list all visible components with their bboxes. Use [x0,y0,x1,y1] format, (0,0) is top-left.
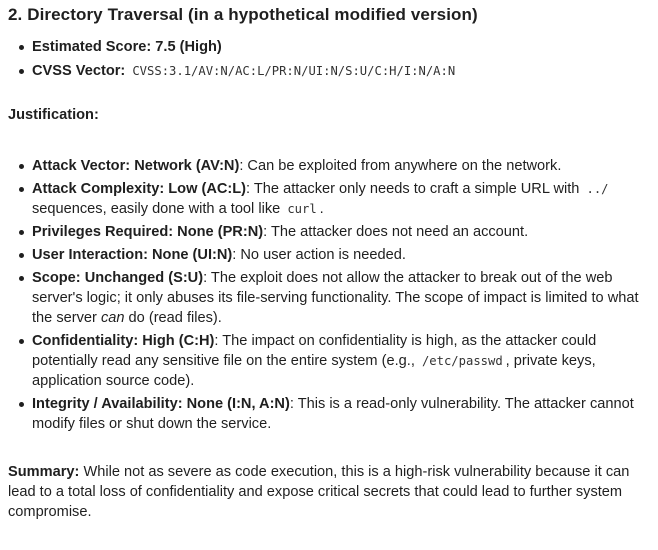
metric-text: , private keys, application source code). [32,353,596,389]
metric-text: : Can be exploited from anywhere on the network. [239,158,562,174]
score-meta-list [8,37,652,81]
inline-code: curl [287,202,317,216]
emphasis-text: can [100,310,125,326]
metric-privileges-required [8,222,652,242]
summary-text: While not as severe as code execution, this is a high-risk vulnerability because it can lead to a total loss of confidentiality and expose critical secrets that could lead to further system compromise. [8,464,630,520]
summary-paragraph [8,462,652,522]
metric-text: sequences, easily done with a tool like [32,201,281,217]
metric-text: : No user action is needed. [232,247,406,263]
metric-label: User Interaction: None (UI:N) [32,247,233,263]
metric-label: Privileges Required: None (PR:N) [32,224,264,240]
metric-attack-vector [8,156,652,176]
metric-text: do (read files). [128,310,222,326]
summary-label: Summary: [8,464,80,480]
metric-integrity-availability [8,394,652,434]
metric-list [8,156,652,434]
metric-user-interaction [8,245,652,265]
score-label: Estimated Score: 7.5 (High) [32,39,222,55]
metric-text: : The attacker does not need an account. [263,224,529,240]
metric-text: : The exploit does not allow the attacker to break out of the web server's logic; it only abuses its file-serving functionality. The scope of impact is limited to what the server [32,270,639,326]
vector-value: CVSS:3.1/AV:N/AC:L/PR:N/UI:N/S:U/C:H/I:N/A:N [132,64,456,78]
metric-label: Integrity / Availability: None (I:N, A:N) [32,396,290,412]
metric-text: : The impact on confidentiality is high, as the attacker could potentially read any sensitive file on the entire system (e.g., [32,333,597,369]
metric-label: Attack Complexity: Low (AC:L) [32,181,247,197]
metric-confidentiality [8,331,652,391]
metric-label: Confidentiality: High (C:H) [32,333,215,349]
list-item-vector [8,61,652,81]
inline-code: ../ [586,182,609,196]
section-heading: 2. Directory Traversal (in a hypothetical modified version) [8,5,478,24]
metric-label: Attack Vector: Network (AV:N) [32,158,240,174]
metric-text: : The attacker only needs to craft a simple URL with [246,181,580,197]
list-item-score [8,37,652,57]
inline-code: /etc/passwd [421,354,503,368]
metric-scope [8,268,652,328]
metric-text: . [319,201,324,217]
justification-heading: Justification: [8,107,99,123]
vector-label: CVSS Vector: [32,63,126,79]
metric-text: : This is a read-only vulnerability. The attacker cannot modify files or shut down the service. [32,396,634,432]
metric-attack-complexity [8,179,652,219]
metric-label: Scope: Unchanged (S:U) [32,270,204,286]
